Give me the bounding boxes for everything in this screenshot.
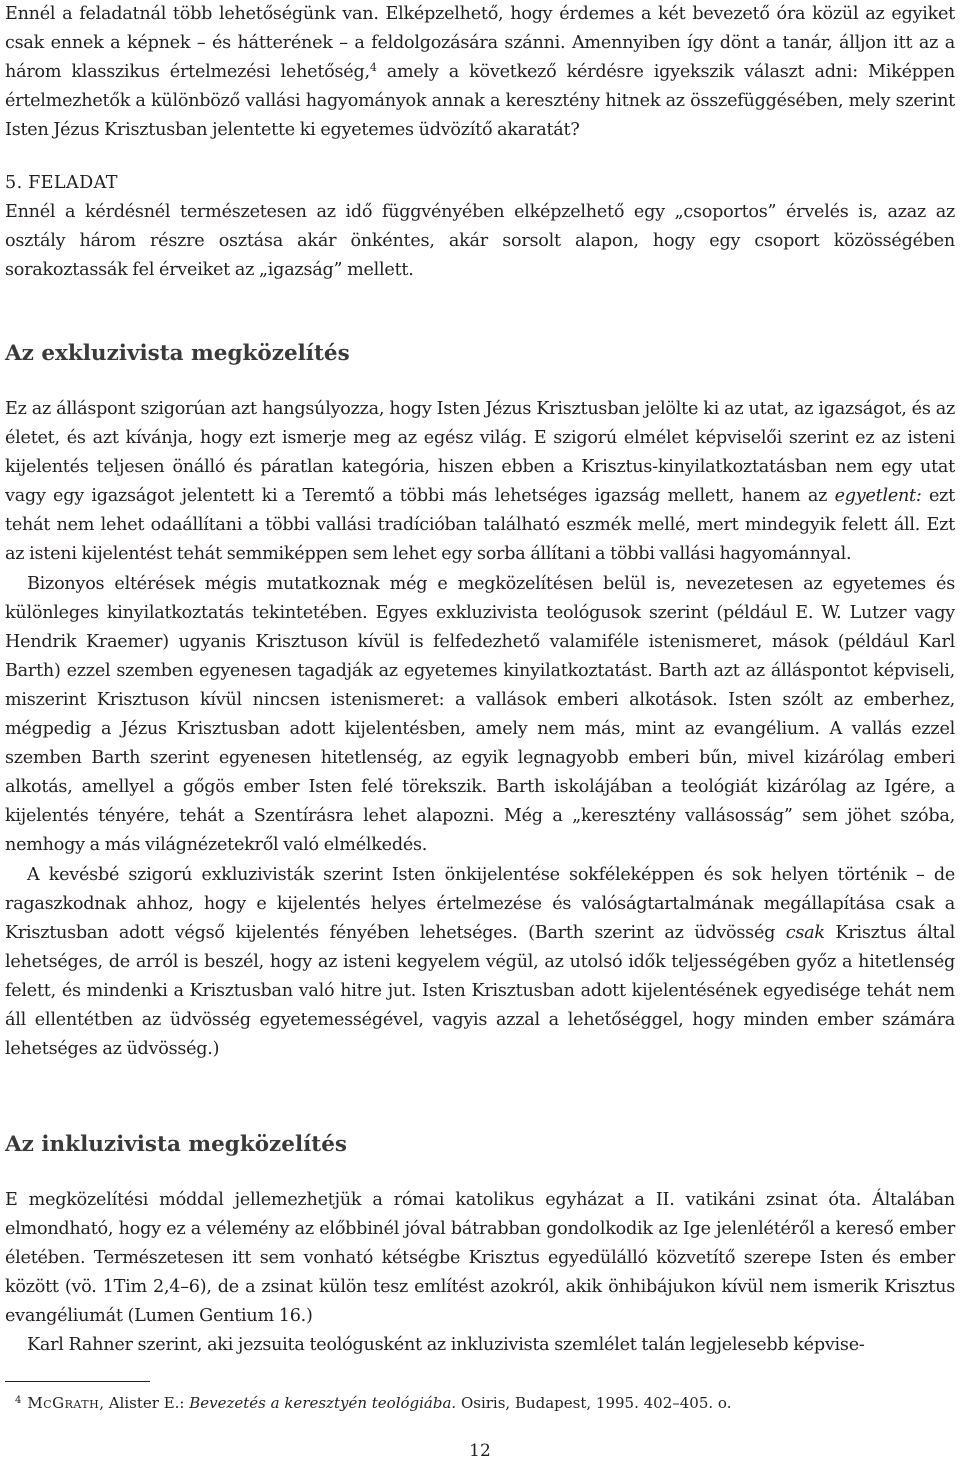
task-block [5,169,955,285]
heading-inclusivist: Az inkluzivista megközelítés [5,1132,347,1157]
exclusivist-paragraph-3: A kevésbé szigorú exkluzivisták szerint Isten önkijelentése sokféleképpen és sok helyen történik – de ragaszkodnak ahhoz, hogy e kijelentés helyes értelmezése és valóságtartalmának megállapítása csak a Krisztusban adott végső kijelentés fényében lehetséges. (Barth szerint az üdvösség csak Krisztus által lehetséges, de arról is beszél, hogy az isteni kegyelem végül, az utolsó idők teljességében győz a hitetlenség felett, és mindenki a Krisztusban való hitre jut. Isten Krisztusban adott kijelentésének egyedisége tehát nem áll ellentétben az üdvösség egyetemességével, vagyis azzal a lehetőséggel, hogy minden ember számára lehetséges az üdvösség.) [5,864,955,1060]
footnote-divider [5,1381,150,1382]
footnote-author: McGrath [27,1394,100,1412]
inclusivist-paragraph-1: E megközelítési móddal jellemezhetjük a római katolikus egyházat a II. vatikáni zsinat óta. Általában elmondható, hogy ez a vélemény az előbbinél jóval bátrabban gondolkodik az Ige jelenlétéről a kereső ember életében. Természetesen itt sem vonható kétségbe Krisztus egyedülálló közvetítő szerepe Isten és ember között (vö. 1Tim 2,4–6), de a zsinat külön tesz említést azokról, akik önhibájukon kívül nem ismerik Krisztus evangéliumát (Lumen Gentium 16.) [5,1190,955,1327]
inclusivist-paragraph-2: Karl Rahner szerint, aki jezsuita teológusként az inkluzivista szemlélet talán legjelesebb képvise- [27,1335,865,1356]
footnote-book-title: Bevezetés a keresztyén teológiába. [189,1394,457,1412]
inclusivist-block [5,1186,955,1361]
footnote-number: 4 [15,1395,22,1406]
heading-exclusivist: Az exkluzivista megközelítés [5,341,350,366]
exclusivist-block [5,395,955,1064]
page-number: 12 [469,1441,491,1461]
exclusivist-paragraph-2: Bizonyos eltérések mégis mutatkoznak még e megközelítésen belül is, nevezetesen az egyetemes és különleges kinyilatkoztatás tekintetében. Egyes exkluzivista teológusok szerint (például E. W. Lutzer vagy Hendrik Kraemer) ugyanis Krisztuson kívül is felfedezhető valamiféle istenismeret, mások (például Karl Barth) ezzel szemben egyenesen tagadják az egyetemes kinyilatkoztatást. Barth azt az álláspontot képviseli, miszerint Krisztuson kívül nincsen istenismeret: a vallások emberi alkotások. Isten szólt az emberhez, mégpedig a Jézus Krisztusban adott kijelentésben, amely nem más, mint az evangélium. A vallás ezzel szemben Barth szerint egyenesen hitetlenség, az egyik legnagyobb emberi bűn, mivel kizárólag emberi alkotás, amellyel a gőgös ember Isten felé törekszik. Barth iskolájában a teológiát kizárólag az Igére, a kijelentés tényére, tehát a Szentírásra lehet alapozni. Még a „keresztény vallásosság” sem jöhet szóba, nemhogy a más világnézetekről való elmélkedés. [5,573,955,856]
footnote-reference[interactable]: 4 [369,61,377,75]
intro-block [5,0,955,145]
footnote: $^4$ McGrath, Alister E.: Bevezetés a keresztyén teológiába. Osiris, Budapest, 1995. 402–405. o. [15,1394,732,1412]
task-paragraph: Ennél a kérdésnél természetesen az idő függvényében elképzelhető egy „csoportos” érvelés is, azaz az osztály három részre osztása akár önkéntes, akár sorsolt alapon, hogy egy csoport közösségében sorakoztassák fel érveiket az „igazság” mellett. [5,202,955,281]
intro-paragraph: Ennél a feladatnál több lehetőségünk van. Elképzelhető, hogy érdemes a két bevezető óra közül az egyiket csak ennek a képnek – és hátterének – a feldolgozására szánni. Amennyiben így dönt a tanár, álljon itt az a három klasszikus értelmezési lehetőség,$^4$ amely a következő kérdésre igyekszik választ adni: Miképpen értelmezhetők a különböző vallási hagyományok annak a keresztény hitnek az összefüggésében, mely szerint Isten Jézus Krisztusban jelentette ki egyetemes üdvözítő akaratát? [5,4,956,141]
task-title: 5. FELADAT [5,173,118,193]
exclusivist-paragraph-1: Ez az álláspont szigorúan azt hangsúlyozza, hogy Isten Jézus Krisztusban jelölte ki az utat, az igazságot, és az életet, és azt kívánja, hogy ezt ismerje meg az egész világ. E szigorú elmélet képviselői szerint ez az isteni kijelentés teljesen önálló és páratlan kategória, hiszen ebben a Krisztus-kinyilatkoztatásban nem egy utat vagy egy igazságot jelentett ki a Teremtő a többi más lehetséges igazság mellett, hanem az egyetlent: ezt tehát nem lehet odaállítani a többi vallási tradícióban található eszmék mellé, mert mindegyik felett áll. Ezt az isteni kijelentést tehát semmiképpen sem lehet egy sorba állítani a többi vallási hagyománnyal. [5,399,955,565]
